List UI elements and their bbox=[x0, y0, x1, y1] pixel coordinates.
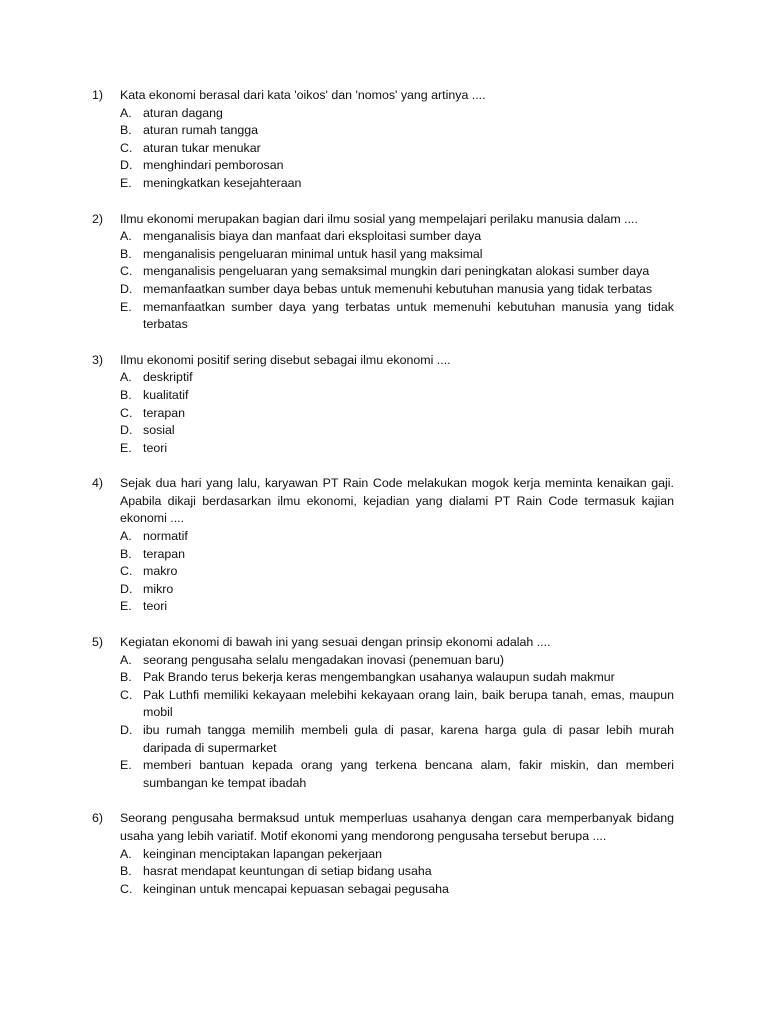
option-text: aturan rumah tangga bbox=[143, 123, 259, 138]
question-number: 6) bbox=[92, 811, 104, 826]
option-letter: C. bbox=[120, 405, 133, 420]
question-number: 4) bbox=[92, 476, 104, 491]
option-text: terapan bbox=[143, 405, 186, 420]
option-list bbox=[92, 652, 674, 793]
question-text: Ilmu ekonomi merupakan bagian dari ilmu sosial yang mempelajari perilaku manusia dalam .... bbox=[120, 211, 638, 226]
option-text: makro bbox=[143, 564, 178, 579]
option-letter: B. bbox=[120, 546, 132, 561]
option-text: keinginan menciptakan lapangan pekerjaan bbox=[143, 846, 383, 861]
option-item bbox=[120, 246, 674, 264]
question-text: Kata ekonomi berasal dari kata 'oikos' dan 'nomos' yang artinya .... bbox=[120, 88, 486, 102]
option-letter: B. bbox=[120, 246, 132, 261]
option-text: Pak Luthfi memiliki kekayaan melebihi kekayaan orang lain, baik berupa tanah, emas, maupun mobil bbox=[143, 687, 674, 720]
question-text: Sejak dua hari yang lalu, karyawan PT Rain Code melakukan mogok kerja meminta kenaikan gaji. Apabila dikaji berdasarkan ilmu ekonomi, kejadian yang dialami PT Rain Code termasuk kajian ekonomi .... bbox=[120, 476, 674, 526]
option-letter: E. bbox=[120, 299, 132, 314]
option-text: sosial bbox=[143, 423, 175, 438]
option-letter: A. bbox=[120, 370, 132, 385]
option-text: normatif bbox=[143, 529, 188, 544]
option-list bbox=[92, 528, 674, 616]
option-letter: E. bbox=[120, 758, 132, 773]
option-text: menganalisis biaya dan manfaat dari eksploitasi sumber daya bbox=[143, 229, 482, 244]
option-letter: D. bbox=[120, 281, 133, 296]
option-item bbox=[120, 546, 674, 564]
option-text: memberi bantuan kepada orang yang terkena bencana alam, fakir miskin, dan memberi sumbangan ke tempat ibadah bbox=[143, 758, 674, 790]
option-text: teori bbox=[143, 599, 168, 614]
option-letter: D. bbox=[120, 723, 133, 737]
option-item bbox=[120, 846, 674, 864]
option-letter: E. bbox=[120, 599, 132, 614]
option-letter: C. bbox=[120, 564, 133, 579]
option-text: memanfaatkan sumber daya yang terbatas untuk memenuhi kebutuhan manusia yang tidak terbatas bbox=[143, 299, 674, 332]
option-letter: D. bbox=[120, 581, 133, 596]
option-letter: A. bbox=[120, 652, 132, 667]
question-number: 1) bbox=[92, 88, 104, 102]
question-text: Ilmu ekonomi positif sering disebut sebagai ilmu ekonomi .... bbox=[120, 352, 451, 367]
option-item bbox=[120, 563, 674, 581]
option-text: menghindari pemborosan bbox=[143, 158, 284, 173]
option-list bbox=[92, 105, 674, 193]
option-text: Pak Brando terus bekerja keras mengembangkan usahanya walaupun sudah makmur bbox=[143, 670, 615, 685]
option-text: menganalisis pengeluaran minimal untuk hasil yang maksimal bbox=[143, 246, 483, 261]
option-letter: B. bbox=[120, 864, 132, 879]
question-list bbox=[92, 87, 674, 916]
option-item bbox=[120, 757, 674, 792]
option-item bbox=[120, 581, 674, 599]
option-list bbox=[92, 846, 674, 899]
option-item bbox=[120, 687, 674, 722]
option-item bbox=[120, 863, 674, 881]
option-text: kualitatif bbox=[143, 387, 189, 402]
option-letter: B. bbox=[120, 387, 132, 402]
option-letter: E. bbox=[120, 440, 132, 455]
option-text: aturan tukar menukar bbox=[143, 140, 261, 155]
option-text: seorang pengusaha selalu mengadakan inovasi (penemuan baru) bbox=[143, 652, 504, 667]
option-text: ibu rumah tangga memilih membeli gula di pasar, karena harga gula di pasar lebih murah daripada di supermarket bbox=[143, 723, 674, 755]
option-letter: A. bbox=[120, 846, 132, 861]
option-text: teori bbox=[143, 440, 168, 455]
option-letter: A. bbox=[120, 105, 132, 120]
question-item bbox=[92, 87, 674, 193]
option-item bbox=[120, 105, 674, 123]
option-item bbox=[120, 157, 674, 175]
question-item bbox=[92, 810, 674, 898]
question-item bbox=[92, 211, 674, 334]
option-list bbox=[92, 228, 674, 334]
option-item bbox=[120, 299, 674, 334]
option-text: menganalisis pengeluaran yang semaksimal mungkin dari peningkatan alokasi sumber daya bbox=[143, 264, 650, 279]
option-item bbox=[120, 228, 674, 246]
option-letter: C. bbox=[120, 264, 133, 279]
option-item bbox=[120, 122, 674, 140]
option-letter: C. bbox=[120, 140, 133, 155]
option-letter: B. bbox=[120, 123, 132, 138]
option-item bbox=[120, 175, 674, 193]
option-text: memanfaatkan sumber daya bebas untuk memenuhi kebutuhan manusia yang tidak terbatas bbox=[143, 281, 653, 296]
option-text: deskriptif bbox=[143, 370, 193, 385]
option-text: terapan bbox=[143, 546, 186, 561]
question-text: Kegiatan ekonomi di bawah ini yang sesuai dengan prinsip ekonomi adalah .... bbox=[120, 635, 551, 650]
option-item bbox=[120, 528, 674, 546]
option-item bbox=[120, 440, 674, 458]
option-letter: C. bbox=[120, 881, 133, 896]
option-item bbox=[120, 405, 674, 423]
question-item bbox=[92, 352, 674, 458]
option-text: hasrat mendapat keuntungan di setiap bidang usaha bbox=[143, 864, 432, 879]
option-item bbox=[120, 387, 674, 405]
option-text: mikro bbox=[143, 581, 174, 596]
option-letter: D. bbox=[120, 158, 133, 173]
option-letter: C. bbox=[120, 687, 133, 702]
question-number: 5) bbox=[92, 635, 104, 650]
question-number: 3) bbox=[92, 352, 104, 367]
option-text: aturan dagang bbox=[143, 105, 223, 120]
question-item bbox=[92, 475, 674, 616]
option-item bbox=[120, 669, 674, 687]
question-text: Seorang pengusaha bermaksud untuk memperluas usahanya dengan cara memperbanyak bidang usaha yang lebih variatif. Motif ekonomi yang mendorong pengusaha tersebut berupa .... bbox=[120, 811, 674, 843]
option-item bbox=[120, 281, 674, 299]
option-letter: B. bbox=[120, 670, 132, 685]
option-item bbox=[120, 263, 674, 281]
option-item bbox=[120, 652, 674, 670]
option-item bbox=[120, 881, 674, 899]
question-item bbox=[92, 634, 674, 792]
option-item bbox=[120, 140, 674, 158]
option-item bbox=[120, 598, 674, 616]
option-text: keinginan untuk mencapai kepuasan sebagai pegusaha bbox=[143, 881, 449, 896]
option-item bbox=[120, 722, 674, 757]
option-item bbox=[120, 422, 674, 440]
option-list bbox=[92, 369, 674, 457]
option-text: meningkatkan kesejahteraan bbox=[143, 175, 302, 190]
question-number: 2) bbox=[92, 211, 104, 226]
option-letter: A. bbox=[120, 529, 132, 544]
option-item bbox=[120, 369, 674, 387]
option-letter: E. bbox=[120, 175, 132, 190]
option-letter: D. bbox=[120, 423, 133, 438]
option-letter: A. bbox=[120, 229, 132, 244]
